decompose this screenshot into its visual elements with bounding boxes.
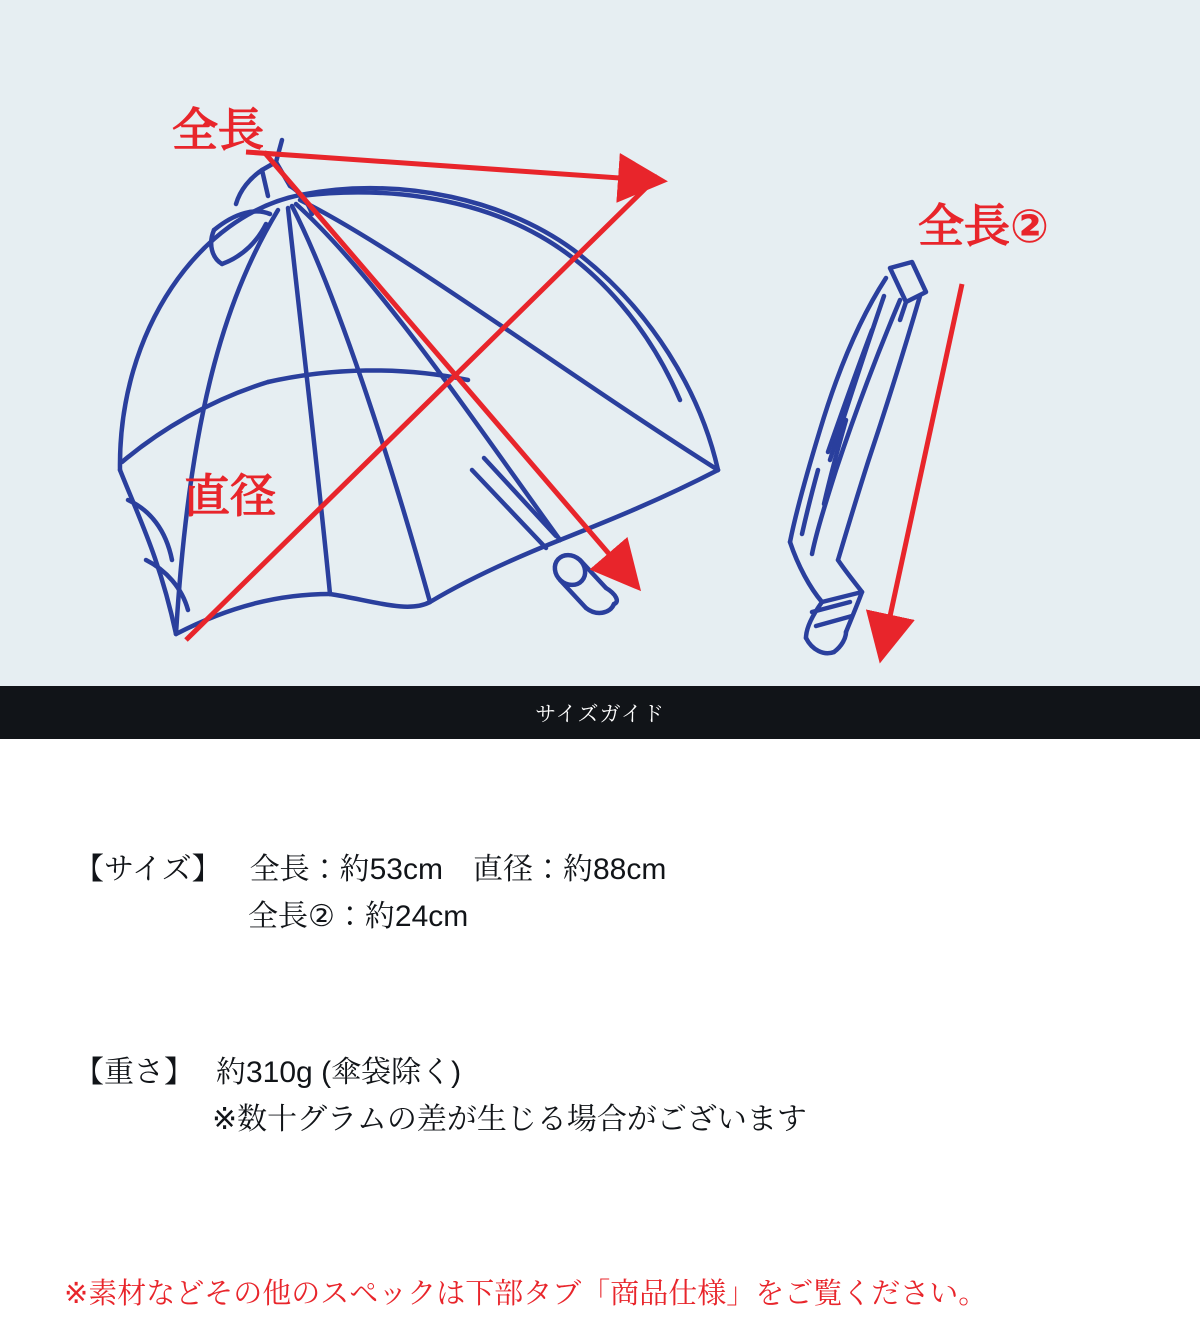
caption-bar-title: サイズガイド: [535, 702, 665, 726]
weight-value: 約310g (傘袋除く): [216, 1056, 462, 1089]
total-length-2-arrow: [884, 284, 962, 644]
spec-row-weight: [0, 1050, 1200, 1097]
spec-row-size: [0, 847, 1200, 894]
label-total-length-2: 全長②: [918, 200, 1049, 252]
size-value: 全長：約53cm 直径：約88cm: [249, 853, 667, 886]
folded-umbrella-drawing: [790, 262, 926, 653]
label-total-length: 全長: [172, 104, 264, 156]
size-value-2: 全長②：約24cm: [248, 899, 469, 933]
weight-note: ※数十グラムの差が生じる場合がございます: [212, 1102, 807, 1136]
open-umbrella-drawing: [120, 140, 718, 634]
footer-note: ※素材などその他のスペックは下部タブ「商品仕様」をご覧ください。: [64, 1278, 988, 1310]
total-length-arrow: [246, 152, 648, 180]
weight-label: 【重さ】: [74, 1056, 194, 1089]
size-guide-caption-bar: [0, 686, 1200, 739]
label-diameter: 直径: [184, 470, 276, 522]
size-label: 【サイズ】: [74, 853, 222, 886]
spec-block: [0, 739, 1200, 1312]
